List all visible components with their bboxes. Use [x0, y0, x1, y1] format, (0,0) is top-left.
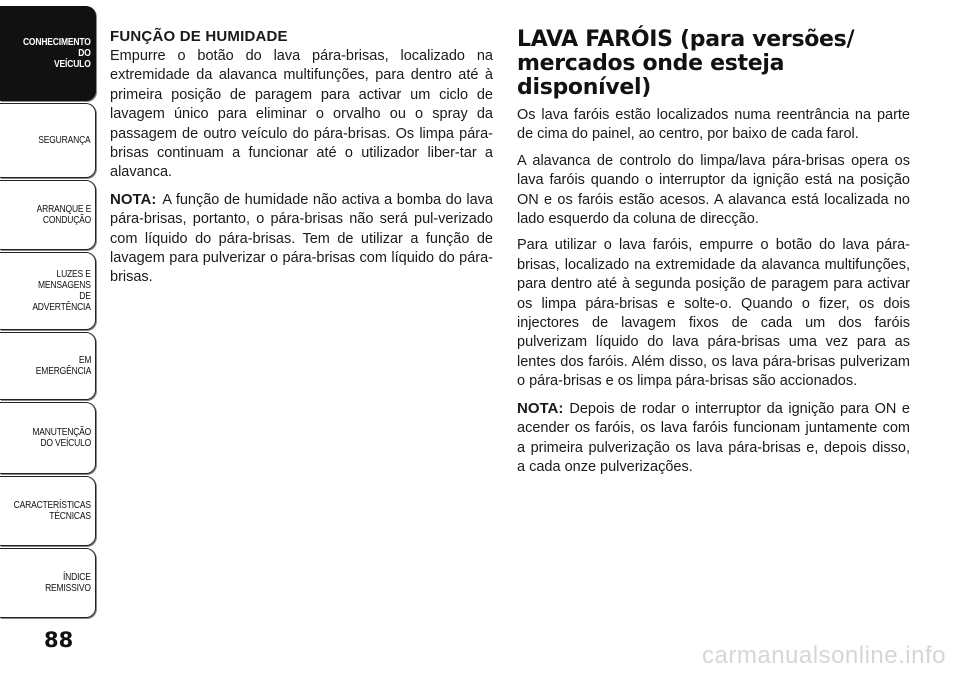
- body-paragraph: Empurre o botão do lava pára-brisas, localizado na extremidade da alavanca multifunções, para dentro até à primeira posição de paragem para activar um ciclo de lavagem único para eliminar o orvalho ou o spray da passagem de outro veículo do pára-brisas. Os limpa pára-brisas continuam a funcionar até o utilizador liber-tar a alavanca.: [110, 48, 493, 181]
- body-paragraph: Os lava faróis estão localizados numa reentrância na parte de cima do painel, ao centro, por baixo de cada farol.: [517, 107, 910, 143]
- chapter-tabs: [0, 0, 100, 678]
- note-paragraph: [110, 190, 493, 288]
- note-text: A função de humidade não activa a bomba do lava pára-brisas, portanto, o pára-brisas não será pul-verizado com líquido do pára-brisas. Tem de utilizar a função de lavagem para pulverizar o pára-brisas com líquido do pára-brisas.: [110, 191, 493, 286]
- tab-label: MANUTENÇÃO DO VEÍCULO: [32, 427, 91, 449]
- right-column: [517, 28, 910, 484]
- tab-label: EM EMERGÊNCIA: [35, 355, 91, 377]
- tab-label: CONHECIMENTO DO VEÍCULO: [23, 37, 91, 70]
- tab-label: LUZES E MENSAGENS DE ADVERTÊNCIA: [32, 269, 91, 313]
- tab-seguranca[interactable]: [0, 103, 96, 178]
- tab-luzes-e-mensagens[interactable]: [0, 252, 96, 330]
- note-label: NOTA:: [110, 190, 157, 208]
- page-number: 88: [44, 628, 74, 652]
- left-column: [110, 28, 493, 295]
- note-text: Depois de rodar o interruptor da ignição para ON e acender os faróis, os lava faróis funcionam juntamente com a primeira pulverização os lava pára-brisas e, depois disso, a cada onze pulverizações.: [517, 400, 910, 475]
- body-paragraph: Para utilizar o lava faróis, empurre o botão do lava pára-brisas, localizado na extremidade da alavanca multifunções, para dentro até à segunda posição de paragem para activar os limpa pára-brisas e solte-o. Quando o fizer, os dois injectores de lavagem fixos de cada um dos faróis pulverizam líquido do lava pára-brisas uma vez para as lentes dos faróis. Além disso, os lava pára-brisas pulverizam o pára-brisas e os limpa pára-brisas são accionados.: [517, 237, 910, 390]
- section-heading: FUNÇÃO DE HUMIDADE: [110, 28, 288, 45]
- note-label: NOTA:: [517, 399, 564, 417]
- section-title: LAVA FARÓIS (para versões/ mercados onde esteja disponível): [517, 27, 855, 100]
- note-paragraph: [517, 399, 910, 478]
- tab-conhecimento-do-veiculo[interactable]: [0, 6, 96, 101]
- tab-caracteristicas-tecnicas[interactable]: [0, 476, 96, 546]
- tab-em-emergencia[interactable]: [0, 332, 96, 400]
- tab-arranque-e-conducao[interactable]: [0, 180, 96, 250]
- body-paragraph: A alavanca de controlo do limpa/lava pára-brisas opera os lava faróis quando o interruptor da ignição está na posição ON e os faróis estão acesos. A alavanca está localizada no lado esquerdo da coluna de direcção.: [517, 152, 910, 228]
- tab-label: SEGURANÇA: [38, 135, 91, 146]
- tab-indice-remissivo[interactable]: [0, 548, 96, 618]
- tab-label: ÍNDICE REMISSIVO: [45, 572, 91, 594]
- tab-manutencao-do-veiculo[interactable]: [0, 402, 96, 474]
- tab-label: CARACTERÍSTICAS TÉCNICAS: [13, 500, 91, 522]
- watermark: carmanualsonline.info: [702, 642, 946, 669]
- tab-label: ARRANQUE E CONDUÇÃO: [36, 204, 91, 226]
